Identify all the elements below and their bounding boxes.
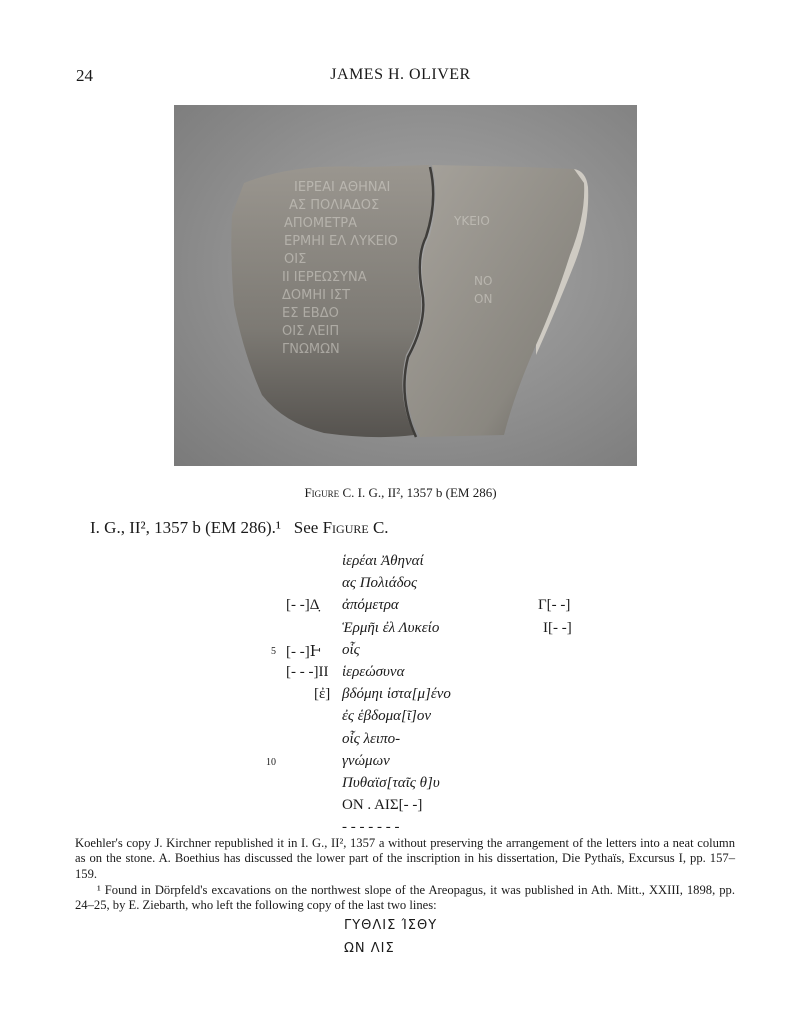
inscription-line: ας Πολιάδος bbox=[342, 575, 418, 591]
inscription-left-fragment: [- -]Ͱ bbox=[286, 644, 321, 660]
svg-text:ΕΣ ΕΒΔΟ: ΕΣ ΕΒΔΟ bbox=[282, 306, 339, 321]
inscription-line: Ἑρμῆι ἐλ Λυκείο bbox=[342, 620, 440, 636]
inscription-line: Πυθαϊσ[ταῖς θ]υ bbox=[342, 775, 440, 791]
stone-fragment-image bbox=[174, 105, 637, 466]
inscription-line: βδόμηι ἱστα[μ]ένο bbox=[342, 686, 451, 702]
inscription-photograph bbox=[174, 105, 637, 466]
inscription-left-fragment: [- - -]ΙΙ bbox=[286, 664, 329, 680]
inscription-line: γνώμων bbox=[342, 753, 390, 769]
inscription-line: ἱερεώσυνα bbox=[342, 664, 405, 680]
svg-text:ΕΡΜΗΙ ΕΛ ΛΥΚΕΙΟ: ΕΡΜΗΙ ΕΛ ΛΥΚΕΙΟ bbox=[284, 234, 398, 249]
inscription-line: ἱερέαι Ἀθηναί bbox=[342, 553, 424, 569]
caption-label: Figure bbox=[304, 485, 340, 500]
body-paragraph: Koehler's copy J. Kirchner republished it in I. G., II², 1357 a without preserving the arrangement of the letters into a neat column as on the stone. A. Boethius has discussed the lower part of the inscription in his dissertation, Die Pythaïs, Excursus I, pp. 157–159. bbox=[75, 836, 735, 881]
svg-text:ΝΟ: ΝΟ bbox=[474, 274, 493, 288]
running-head: JAMES H. OLIVER bbox=[330, 66, 471, 83]
svg-text:ΙΙ ΙΕΡΕΩΣΥΝΑ: ΙΙ ΙΕΡΕΩΣΥΝΑ bbox=[282, 270, 367, 285]
ziebarth-copy-line-1: ΓΥΘΛΙΣ ΊΣΘΥ bbox=[344, 918, 438, 933]
inscription-line: ΟΝ . ΑΙΣ[- -] bbox=[342, 797, 423, 813]
svg-text:ΟΙΣ: ΟΙΣ bbox=[284, 252, 307, 267]
figure-caption bbox=[0, 485, 801, 501]
inscription-right-fragment: Ι[- -] bbox=[543, 620, 572, 636]
ziebarth-copy-line-2: ΩΝ ΛΙΣ bbox=[344, 941, 395, 956]
inscription-heading bbox=[90, 518, 389, 538]
heading-see: See bbox=[293, 518, 319, 537]
caption-text: C. I. G., II², 1357 b (EM 286) bbox=[339, 485, 497, 500]
svg-text:ΥΚΕΙΟ: ΥΚΕΙΟ bbox=[454, 214, 490, 228]
svg-text:ΔΟΜΗΙ ΙΣΤ: ΔΟΜΗΙ ΙΣΤ bbox=[282, 288, 351, 303]
svg-text:ΙΕΡΕΑΙ ΑΘΗΝΑΙ: ΙΕΡΕΑΙ ΑΘΗΝΑΙ bbox=[294, 180, 391, 195]
line-number: 5 bbox=[271, 646, 276, 657]
inscription-line: οἷς λειπο- bbox=[342, 731, 401, 747]
line-number: 10 bbox=[266, 757, 276, 768]
inscription-right-fragment: Γ[- -] bbox=[538, 597, 571, 613]
inscription-line: ἀπόμετρα bbox=[342, 597, 399, 613]
svg-text:ΑΠΟΜΕΤΡΑ: ΑΠΟΜΕΤΡΑ bbox=[284, 216, 358, 231]
svg-text:ΑΣ ΠΟΛΙΑΔΟΣ: ΑΣ ΠΟΛΙΑΔΟΣ bbox=[289, 198, 380, 213]
svg-text:ΓΝΩΜΩΝ: ΓΝΩΜΩΝ bbox=[282, 342, 340, 357]
inscription-left-fragment: [- -]Δ̣ bbox=[286, 597, 320, 613]
inscription-line: ἐς ἑβδομα[ῖ]ον bbox=[342, 708, 432, 724]
footnote: ¹ Found in Dörpfeld's excavations on the northwest slope of the Areopagus, it was published in Ath. Mitt., XXIII, 1898, pp. 24–25, by E. Ziebarth, who left the following copy of the last two lines: bbox=[75, 883, 735, 913]
inscription-left-fragment: [ἐ] bbox=[314, 686, 331, 702]
heading-see-target: Figure C. bbox=[322, 518, 389, 537]
heading-reference: I. G., II², 1357 b (EM 286).¹ bbox=[90, 518, 282, 537]
page-number: 24 bbox=[76, 66, 93, 85]
svg-text:ΟΝ: ΟΝ bbox=[474, 292, 493, 306]
svg-text:ΟΙΣ ΛΕΙΠ: ΟΙΣ ΛΕΙΠ bbox=[282, 324, 340, 339]
inscription-line: - - - - - - - bbox=[342, 819, 400, 835]
inscription-line: οἷς bbox=[342, 642, 360, 658]
